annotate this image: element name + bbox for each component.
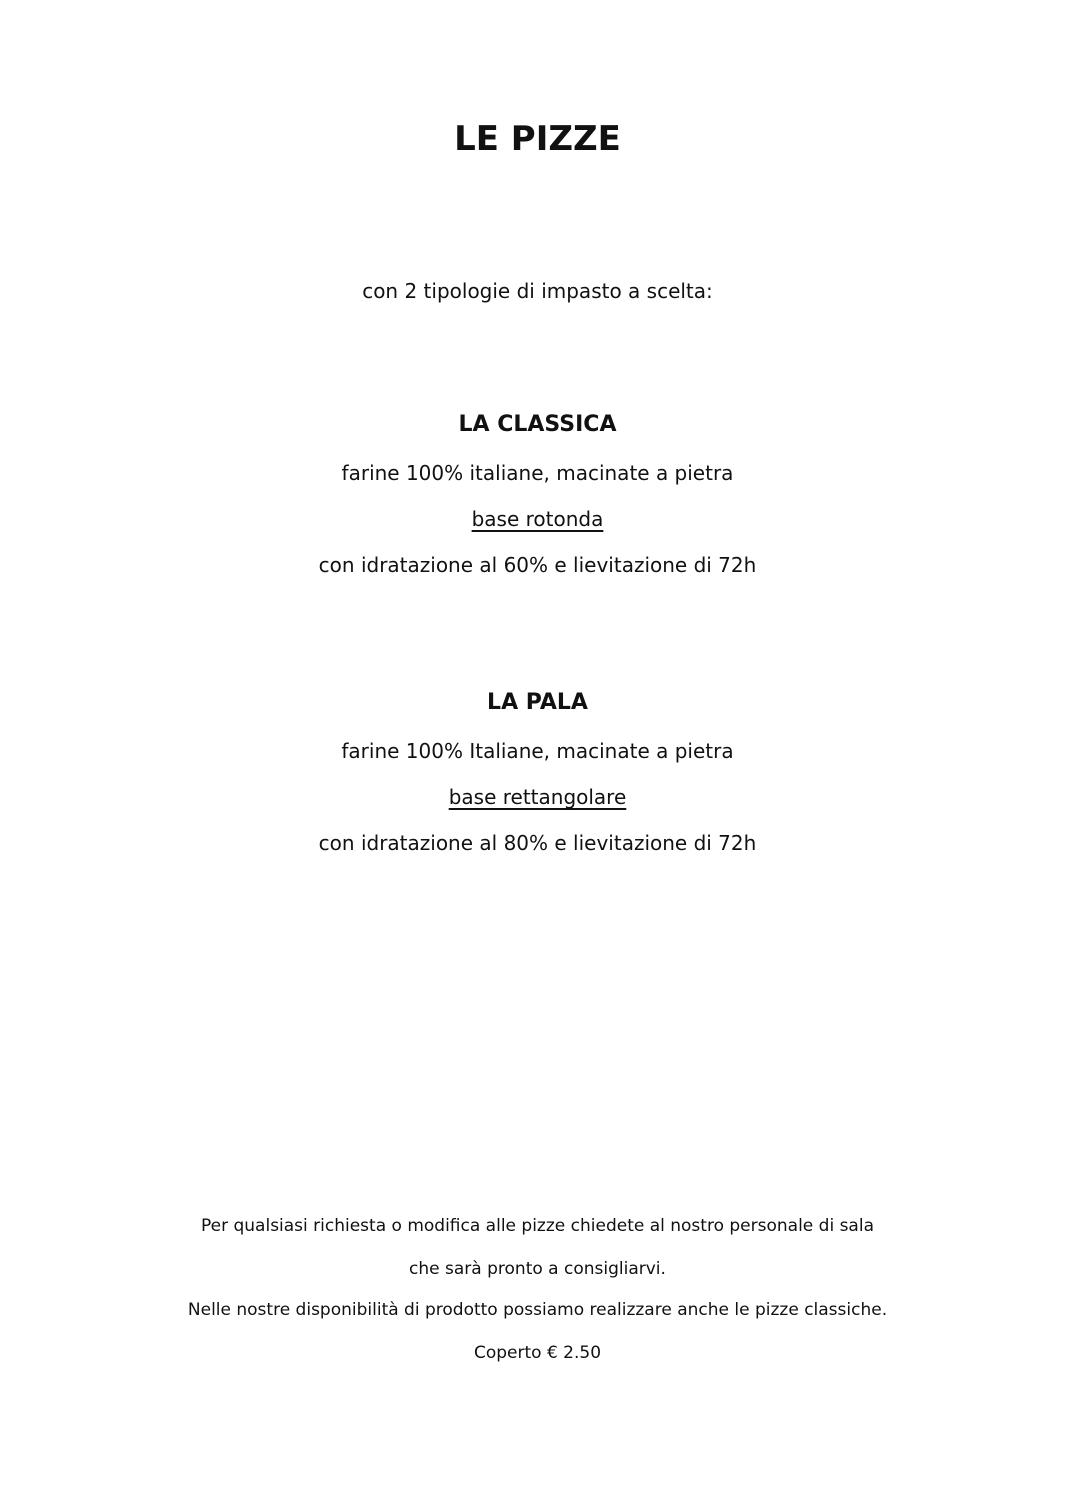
footer-note: Nelle nostre disponibilità di prodotto possiamo realizzare anche le pizze classiche. bbox=[187, 1300, 888, 1320]
base-shape-label: base rettangolare bbox=[448, 785, 627, 809]
footer-note: Per qualsiasi richiesta o modifica alle pizze chiedete al nostro personale di sala bbox=[200, 1216, 874, 1236]
section-title-pala: LA PALA bbox=[487, 690, 588, 715]
section-title-classica: LA CLASSICA bbox=[458, 412, 617, 437]
base-shape-label: base rotonda bbox=[471, 507, 604, 531]
section-line-flour: farine 100% Italiane, macinate a pietra bbox=[341, 739, 734, 763]
footer-note: che sarà pronto a consigliarvi. bbox=[409, 1259, 666, 1279]
page-title: LE PIZZE bbox=[454, 119, 621, 159]
section-line-flour: farine 100% italiane, macinate a pietra bbox=[341, 461, 734, 485]
intro-text: con 2 tipologie di impasto a scelta: bbox=[362, 279, 713, 303]
section-line-base bbox=[0, 509, 1075, 529]
section-line-base bbox=[0, 787, 1075, 807]
cover-charge: Coperto € 2.50 bbox=[473, 1343, 602, 1363]
section-line-hydration: con idratazione al 80% e lievitazione di 72h bbox=[318, 831, 757, 855]
section-line-hydration: con idratazione al 60% e lievitazione di 72h bbox=[318, 553, 757, 577]
